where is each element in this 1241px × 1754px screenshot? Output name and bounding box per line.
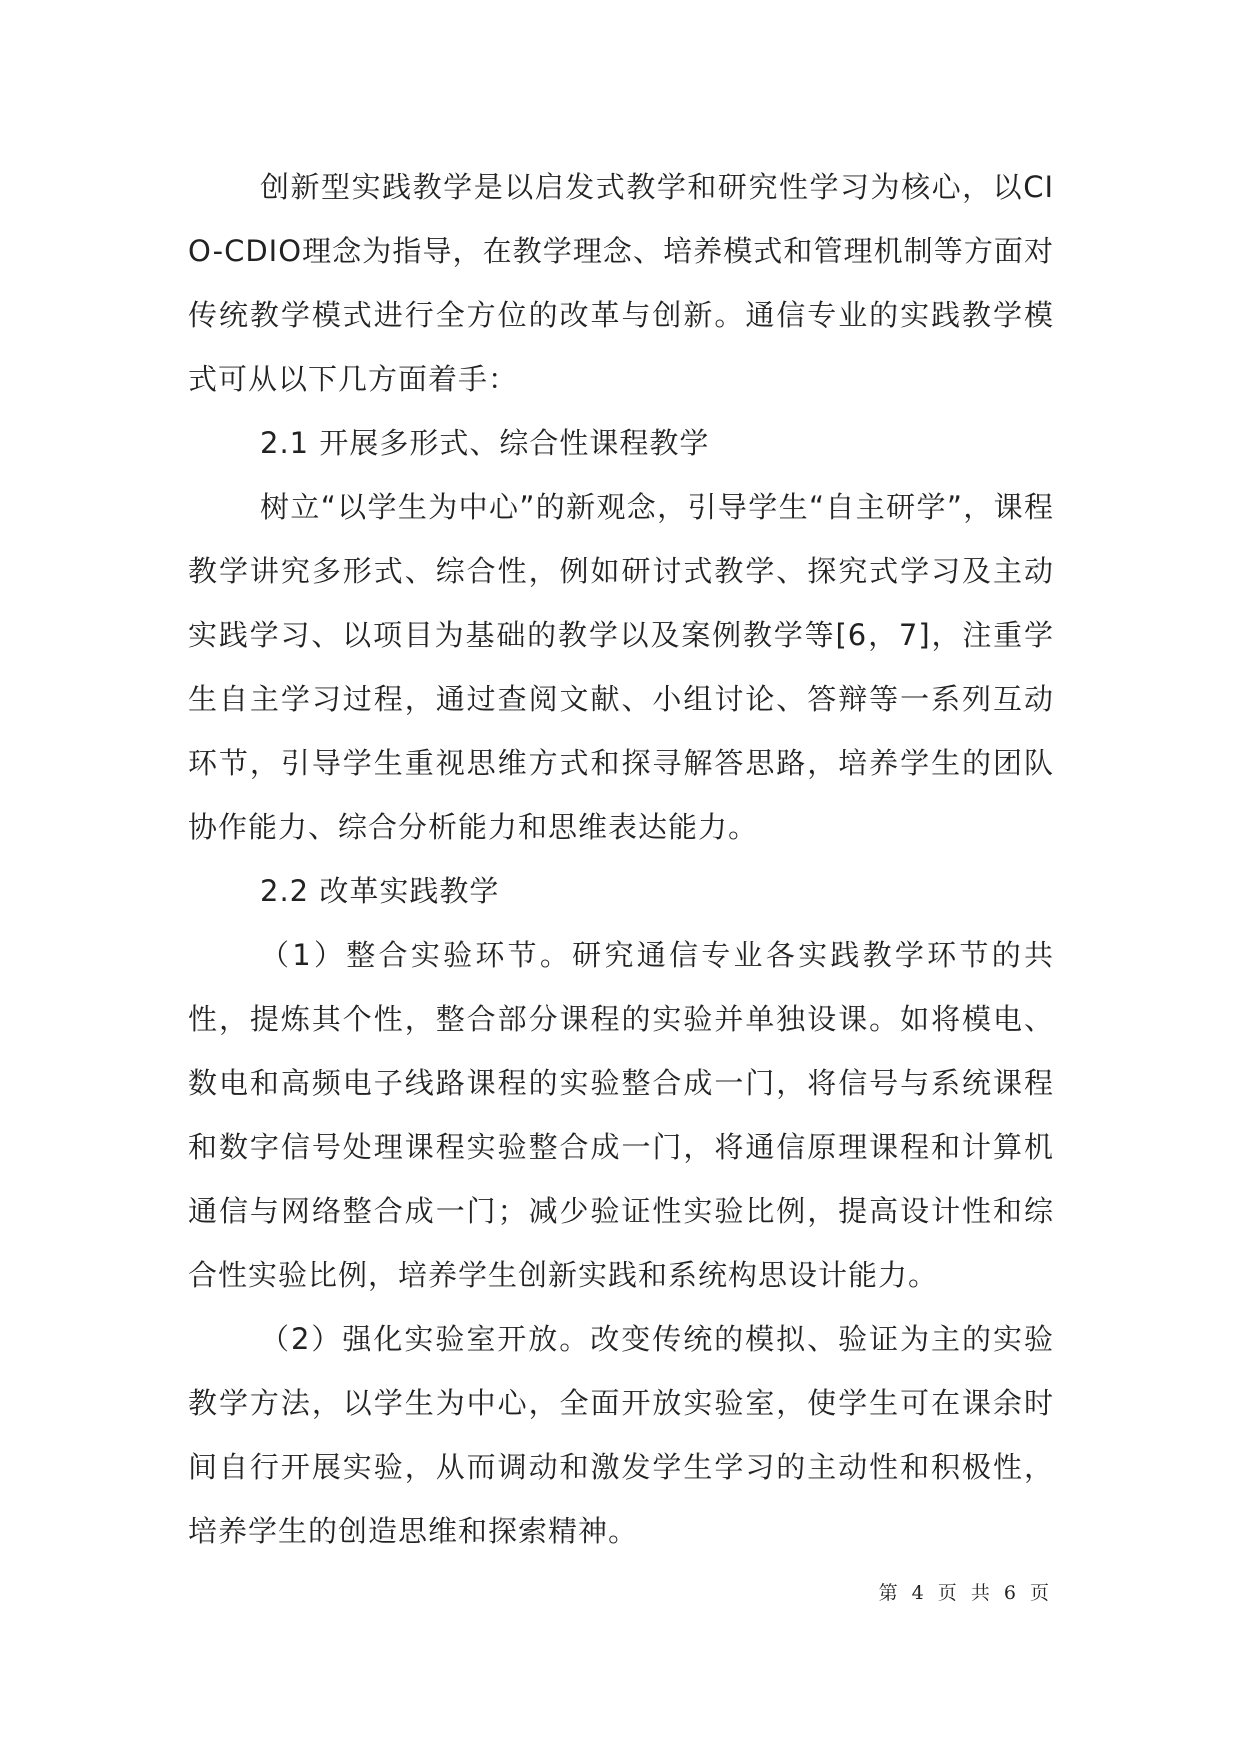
paragraph-2-2-item-1: （1）整合实验环节。研究通信专业各实践教学环节的共性，提炼其个性，整合部分课程的实验并单独设课。如将模电、数电和高频电子线路课程的实验整合成一门，将信号与系统课程和数字信号处理课程实验整合成一门，将通信原理课程和计算机通信与网络整合成一门；减少验证性实验比例，提高设计性和综合性实验比例，培养学生创新实践和系统构思设计能力。 [188, 938, 1054, 1292]
paragraph-2-2-item-2: （2）强化实验室开放。改变传统的模拟、验证为主的实验教学方法，以学生为中心，全面开放实验室，使学生可在课余时间自行开展实验，从而调动和激发学生学习的主动性和积极性，培养学生的创造思维和探索精神。 [188, 1322, 1054, 1548]
section-heading-2-1: 2.1 开展多形式、综合性课程教学 [260, 426, 710, 460]
paragraph-intro: 创新型实践教学是以启发式教学和研究性学习为核心，以CIO-CDIO理念为指导，在教学理念、培养模式和管理机制等方面对传统教学模式进行全方位的改革与创新。通信专业的实践教学模式可从以下几方面着手： [188, 170, 1054, 396]
paragraph-2-1: 树立“以学生为中心”的新观念，引导学生“自主研学”，课程教学讲究多形式、综合性，例如研讨式教学、探究式学习及主动实践学习、以项目为基础的教学以及案例教学等[6，7]，注重学生自主学习过程，通过查阅文献、小组讨论、答辩等一系列互动环节，引导学生重视思维方式和探寻解答思路，培养学生的团队协作能力、综合分析能力和思维表达能力。 [188, 490, 1054, 844]
page-number-footer: 第 4 页 共 6 页 [878, 1582, 1053, 1604]
section-heading-2-2: 2.2 改革实践教学 [260, 874, 500, 908]
document-body [188, 155, 1054, 1563]
